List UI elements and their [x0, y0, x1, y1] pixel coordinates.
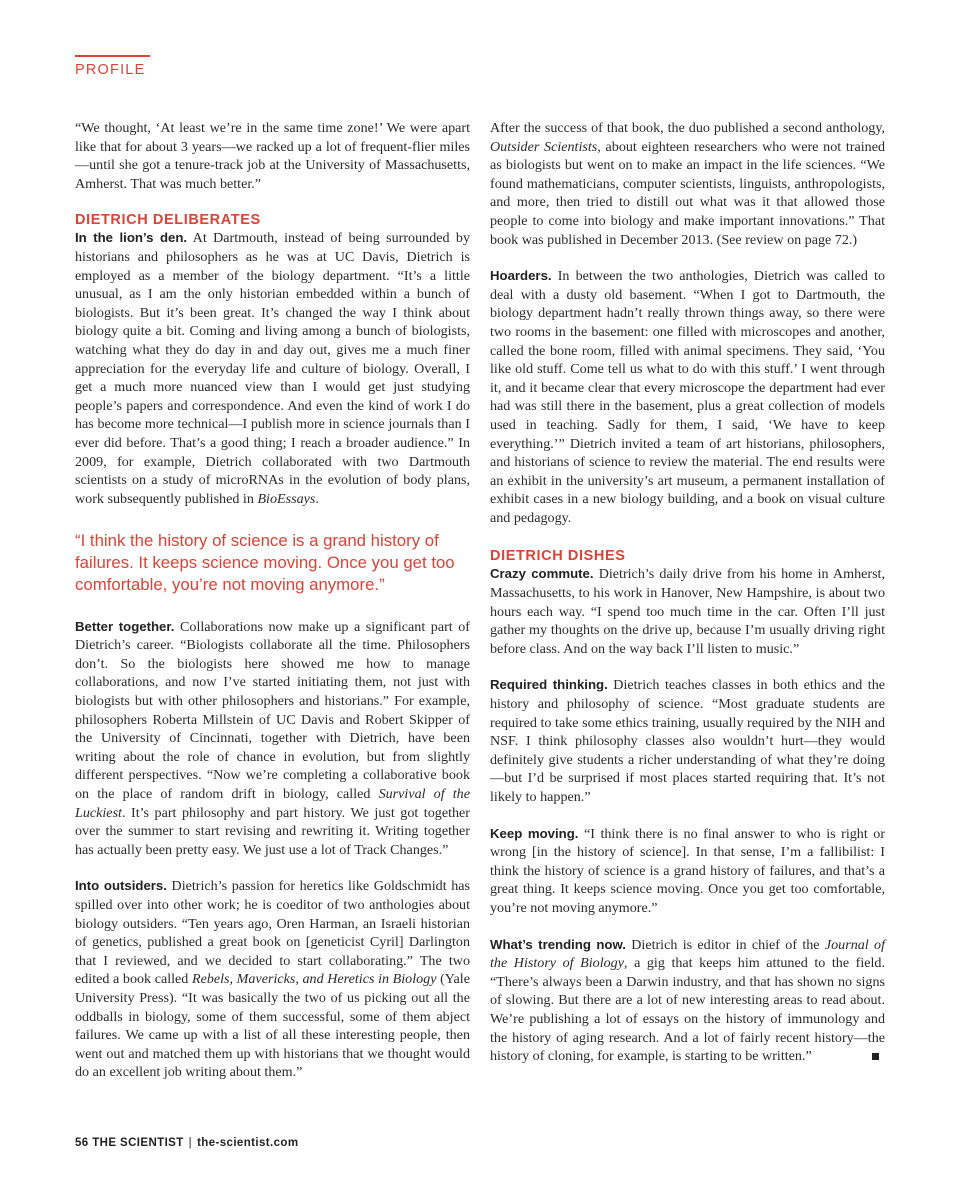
heading-dietrich-dishes: DIETRICH DISHES — [490, 548, 626, 565]
paragraph-text: At Dartmouth, instead of being surrounded by historians and philosophers as he was at UC Davis, Dietrich is employed as a member of the biology department. “It’s a little unusual, as I am the only historian embedded within a bunch of biologists. But it’s been great. It’s changed the way I think about biology quite a bit. Coming and living among a bunch of biologists, watching what they do day in and day out, gives me a much finer appreciation for the everyday life and culture of biology. Overall, I get a much more nuanced view than I would get just studying people’s papers and correspondence. And even the kind of work I do has become more technical—I publish more in science journals than I ever did before. That’s a good thing; I reach a broader audience.” In 2009, for example, Dietrich collaborated with two Dartmouth scientists on a study of microRNAs in the evolution of body plans, work subsequently published in — [75, 230, 471, 507]
paragraph-text: Dietrich teaches classes in both ethics and the history and philosophy of science. “Most graduate students are required to take some ethics training, usually required by the NIH and NSF. I think philosophy classes also wouldn’t hurt—they would definitely give students a richer understanding of what they’re doing—but I’d be surprised if most places started requiring that. It’s not likely to happen.” — [490, 677, 886, 805]
lead-in: Keep moving. — [490, 825, 579, 841]
lead-in: Required thinking. — [490, 677, 608, 693]
end-mark-icon — [872, 1053, 879, 1060]
paragraph-text: Dietrich is editor in chief of the — [631, 936, 820, 953]
paragraph-required-thinking — [490, 676, 885, 806]
section-rule — [75, 55, 150, 57]
journal-title: BioEssays — [257, 490, 316, 507]
paragraph-text: After the success of that book, the duo published a second anthology, — [490, 120, 885, 136]
paragraph-text: . It’s part philosophy and part history. We just got together over the summer to start revising and rewriting it. Writing together has actually been pretty easy. We just use a lot of Track Changes.” — [75, 804, 470, 858]
lead-in: Better together. — [75, 618, 175, 634]
right-column — [490, 119, 885, 1066]
paragraph-text: , about eighteen researchers who were not trained as biologists but went on to make an impact in the life sciences. “We found mathematicians, computer scientists, linguists, anthropologists, and more, then tried to distill out what was it that allowed those people to come into biology and make important innovations.” That book was published in December 2013. (See review on page 72.) — [490, 138, 885, 248]
paragraph-lions-den — [75, 229, 470, 508]
paragraph-crazy-commute — [490, 565, 885, 658]
book-title: Survival of the Luckiest — [75, 786, 470, 821]
paragraph-keep-moving — [490, 825, 885, 918]
website-url: the-scientist.com — [197, 1137, 299, 1149]
book-title: Rebels, Mavericks, and Heretics in Biology — [191, 971, 437, 988]
lead-in: Crazy commute. — [490, 566, 594, 582]
lead-in: In the lion’s den. — [75, 230, 188, 246]
lead-in: Into outsiders. — [75, 878, 167, 894]
paragraph-text: In between the two anthologies, Dietrich was called to deal with a dusty old basement. “When I got to Dartmouth, the biology department hadn’t really thrown things away, so there were two rooms in the basement: one filled with microscopes and another, called the bone room, filled with animal specimens. They said, ‘You like old stuff. Come tell us what to do with this stuff.’ I went through it, and it became clear that every microscope the department had ever had was still there in the basement, plus a great collection of models used in teaching. Sadly for them, I said, ‘We have to keep everything.’” Dietrich invited a team of art historians, philosophers, and historians of science to review the material. The end results were an exhibit in the university’s art museum, a permanent installation of exhibit cases in a new biology building, and a book on visual culture and pedagogy. — [490, 268, 885, 526]
magazine-name: THE SCIENTIST — [92, 1137, 184, 1149]
paragraph-hoarders — [490, 267, 885, 527]
paragraph-text: Collaborations now make up a significant part of Dietrich’s career. “Biologists collaborate all the time. Philosophers don’t. So the biologists here showed me how to manage collaborations, and now I’ve started initiating them, not just with biologists but with other philosophers and historians.” For example, philosophers Roberta Millstein of UC Davis and Robert Skipper of the University of Cincinnati, together with Dietrich, have been writing about the role of chance in evolution, but from slightly different perspectives. “Now we’re completing a collaborative book on the place of random drift in biology, called — [75, 618, 470, 803]
paragraph-text: (Yale University Press). “It was basically the two of us picking out all the oddballs in biology, some of them successful, some of them abject failures. We came up with a list of all these interesting people, then went out and matched them up with historians that we thought would do an excellent job writing about them.” — [75, 971, 470, 1081]
lead-in: What’s trending now. — [490, 936, 626, 952]
paragraph-text: Dietrich’s daily drive from his home in Amherst, Massachusetts, to his work in Hanover, New Hampshire, is about two hours each way. “I spend too much time in the car. Often I’ll just gather my thoughts on the drive up, because I’m usually driving right before class. And on the way back I’ll listen to music.” — [490, 566, 885, 657]
paragraph-into-outsiders — [75, 877, 470, 1082]
paragraph-text: “I think there is no final answer to who is right or wrong [in the history of science]. In that sense, I’m a fallibilist: I think the history of science is a grand history of failures, and that’s a great thing. It keeps science moving. Once you get too comfortable, you’re not moving anymore.” — [490, 825, 886, 916]
page-footer — [75, 1137, 298, 1149]
left-column — [75, 119, 470, 1082]
paragraph-text: . — [315, 490, 319, 507]
journal-title: Journal of the History of Biology — [490, 936, 885, 972]
section-label: PROFILE — [75, 62, 146, 78]
pull-quote: “I think the history of science is a grand history of failures. It keeps science moving. Once you get too comfortable, you’re not moving anymore.” — [75, 531, 455, 594]
paragraph-text: , a gig that keeps him attuned to the field. “There’s always been a Darwin industry, and that has shown no signs of slowing. But there are a lot of new interesting areas to read about. We’re publishing a lot of essays on the history of immunology and the history of aging research. And a lot of fairly recent history—the history of cloning, for example, is starting to be written.” — [490, 955, 885, 1065]
paragraph-whats-trending — [490, 936, 885, 1066]
heading-dietrich-deliberates: DIETRICH DELIBERATES — [75, 212, 261, 229]
page-number: 56 — [75, 1137, 89, 1149]
intro-paragraph: “We thought, ‘At least we’re in the same time zone!’ We were apart like that for about 3 years—we racked up a lot of frequent-flier miles—until she got a tenure-track job at the University of Massachusetts, Amherst. That was much better.” — [75, 120, 470, 192]
book-title: Outsider Scientists — [490, 138, 598, 155]
lead-in: Hoarders. — [490, 268, 552, 284]
footer-separator: | — [188, 1137, 193, 1149]
paragraph-text: Dietrich’s passion for heretics like Goldschmidt has spilled over into other work; he is coeditor of two anthologies about biology outsiders. “Ten years ago, Oren Harman, an Israeli historian of genetics, published a great book on [geneticist Cyril] Darlington that I reviewed, and we decided to start collaborating.” The two edited a book called — [75, 878, 470, 988]
paragraph-better-together — [75, 618, 470, 860]
paragraph-after-success — [490, 119, 885, 249]
